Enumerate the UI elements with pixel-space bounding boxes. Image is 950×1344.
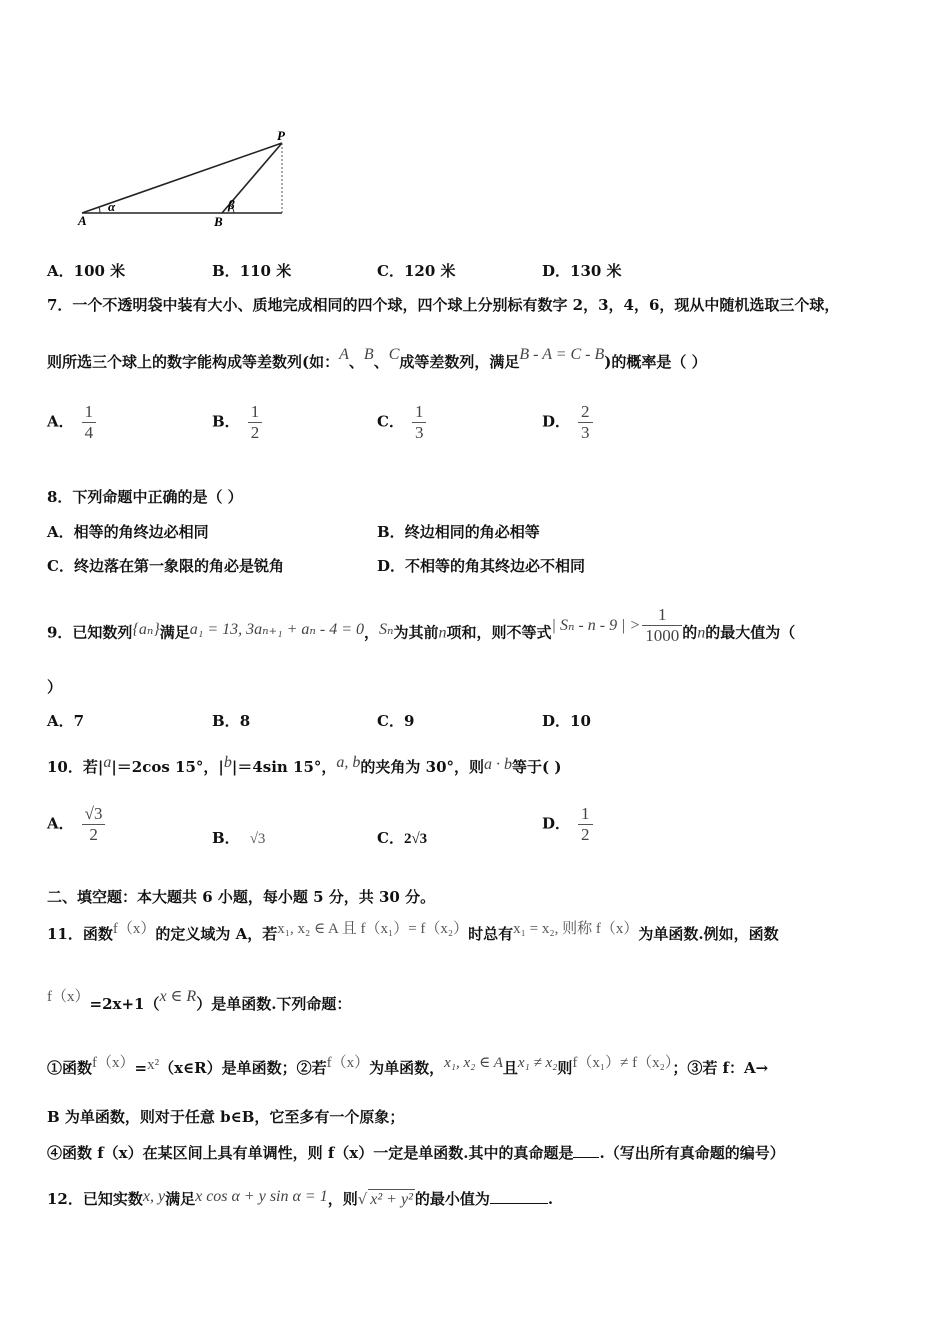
q7-option-c[interactable]: C． $\frac{1}{3}$ (377, 402, 426, 443)
q10-option-d[interactable]: D． $\frac{1}{2}$ (542, 804, 593, 845)
q12-answer-blank[interactable] (490, 1189, 548, 1204)
q10-option-c[interactable]: C．2√3 (377, 829, 428, 847)
triangle-figure (74, 124, 294, 232)
q7-stem-line2: 则所选三个球上的数字能构成等差数列(如：A、B、C成等差数列，满足B - A = C - B)的概率是（ ） (47, 346, 707, 371)
q8-option-b[interactable]: B．终边相同的角必相等 (377, 523, 540, 541)
label-p: P (277, 128, 285, 143)
q10-stem: 10．若|a|＝2cos 15°，|b|＝4sin 15°，a, b的夹角为 30°，则a · b等于( ) (47, 754, 562, 776)
q11-line2: f（x）=2x+1（x ∈ R）是单函数.下列命题： (47, 988, 352, 1013)
q8-option-c[interactable]: C．终边落在第一象限的角必是锐角 (47, 557, 284, 575)
sqrt-symbol: √ (357, 1190, 368, 1208)
q11-line5: ④函数 f（x）在某区间上具有单调性，则 f（x）一定是单函数.其中的真命题是 .（写出所有真命题的编号） (47, 1144, 785, 1162)
label-a: A (78, 213, 87, 228)
q9-option-c[interactable]: C．9 (377, 712, 415, 730)
q6-option-d[interactable]: D．130 米 (542, 262, 622, 280)
q7-stem-line1: 7．一个不透明袋中装有大小、质地完成相同的四个球，四个球上分别标有数字 2，3，4，6，现从中随机选取三个球， (47, 296, 840, 314)
q11-answer-blank[interactable] (573, 1143, 599, 1158)
angle-alpha-arc (99, 207, 100, 213)
label-beta: β (228, 197, 235, 212)
q11-line4: B 为单函数，则对于任意 b∈B，它至多有一个原象； (47, 1108, 405, 1126)
q9-option-a[interactable]: A．7 (47, 712, 85, 730)
q6-option-b[interactable]: B．110 米 (212, 262, 292, 280)
q10-option-a[interactable]: A． $\frac{√3}{2}$ (47, 804, 105, 845)
q8-stem: 8．下列命题中正确的是（ ） (47, 488, 243, 506)
q6-option-a[interactable]: A．100 米 (47, 262, 126, 280)
q11-line1: 11．函数f（x）的定义域为 A，若x₁, x₂ ∈ A 且 f（x₁）= f（x₂）时总有x₁ = x₂, 则称 f（x）为单函数.例如，函数 (47, 921, 779, 943)
q6-option-c[interactable]: C．120 米 (377, 262, 456, 280)
label-alpha: α (108, 199, 116, 214)
section-2-heading: 二、填空题：本大题共 6 小题，每小题 5 分，共 30 分。 (47, 888, 436, 906)
q10-option-b[interactable]: B． √3 (212, 829, 266, 847)
q7-option-a[interactable]: A． $\frac{1}{4}$ (47, 402, 96, 443)
q11-line3: ①函数f（x）=x²（x∈R）是单函数；②若f（x）为单函数，x₁, x₂ ∈ A且x₁ ≠ x₂则f（x₁）≠ f（x₂）；③若 f：A→ (47, 1055, 769, 1077)
q8-option-d[interactable]: D．不相等的角其终边必不相同 (377, 557, 586, 575)
q12-stem: 12．已知实数x, y满足x cos α + y sin α = 1，则√ x² + y² 的最小值为 . (47, 1188, 554, 1208)
q9-option-b[interactable]: B．8 (212, 712, 251, 730)
q8-option-a[interactable]: A．相等的角终边必相同 (47, 523, 209, 541)
label-b: B (214, 214, 223, 229)
q9-stem: 9．已知数列{aₙ}满足a₁ = 13, 3aₙ₊₁ + aₙ - 4 = 0，Sₙ为其前n项和，则不等式| Sₙ - n - 9 | > $\frac{1}{1000}$ 的n的最大值为（ (47, 605, 796, 645)
q7-option-d[interactable]: D． $\frac{2}{3}$ (542, 402, 593, 443)
q9-close-paren: ） (47, 678, 63, 696)
q9-option-d[interactable]: D．10 (542, 712, 591, 730)
q7-option-b[interactable]: B． $\frac{1}{2}$ (212, 402, 262, 443)
